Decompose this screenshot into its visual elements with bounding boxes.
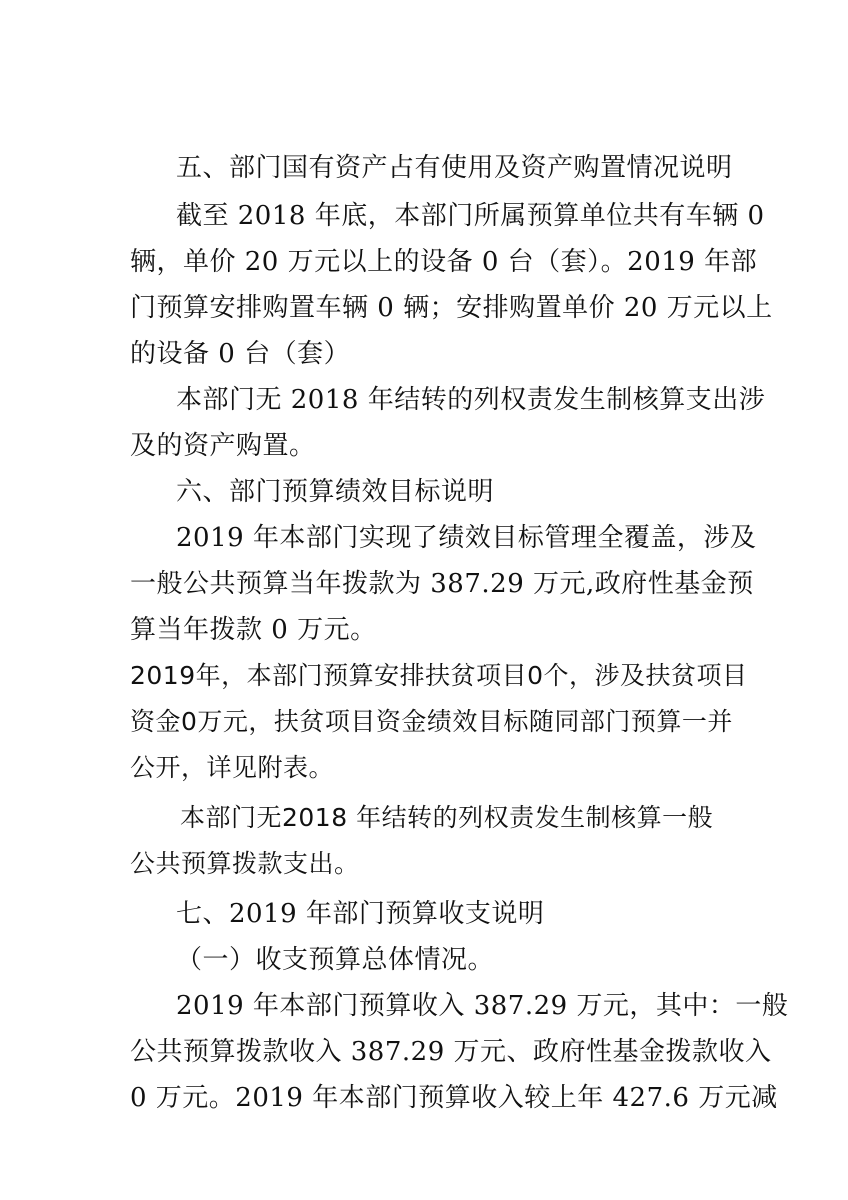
- paragraph-line: 本部门无2018 年结转的列权责发生制核算一般: [180, 803, 714, 832]
- paragraph-line: 辆，单价 20 万元以上的设备 0 台（套）。2019 年部: [130, 247, 758, 277]
- paragraph-line: 0 万元。2019 年本部门预算收入较上年 427.6 万元减: [130, 1083, 778, 1113]
- paragraph-line: 本部门无 2018 年结转的列权责发生制核算支出涉: [176, 385, 766, 415]
- paragraph-line: 算当年拨款 0 万元。: [130, 615, 377, 645]
- paragraph-line: 公共预算拨款支出。: [130, 849, 360, 878]
- paragraph-line: 截至 2018 年底，本部门所属预算单位共有车辆 0: [176, 201, 765, 231]
- paragraph-line: 2019年，本部门预算安排扶贫项目0个，涉及扶贫项目: [130, 661, 748, 690]
- section-heading-assets: 五、部门国有资产占有使用及资产购置情况说明: [176, 153, 733, 183]
- paragraph-line: 公共预算拨款收入 387.29 万元、政府性基金拨款收入: [130, 1037, 772, 1067]
- paragraph-line: 及的资产购置。: [130, 431, 316, 461]
- paragraph-line: 的设备 0 台（套）: [130, 339, 351, 369]
- paragraph-line: 2019 年本部门实现了绩效目标管理全覆盖，涉及: [176, 523, 757, 553]
- section-heading-budget: 七、2019 年部门预算收支说明: [176, 899, 545, 929]
- section-heading-performance: 六、部门预算绩效目标说明: [176, 477, 495, 507]
- paragraph-line: 门预算安排购置车辆 0 辆；安排购置单价 20 万元以上: [130, 293, 773, 323]
- paragraph-line: 2019 年本部门预算收入 387.29 万元，其中：一般: [176, 991, 789, 1021]
- paragraph-line: 资金0万元，扶贫项目资金绩效目标随同部门预算一并: [130, 707, 733, 736]
- paragraph-line: 一般公共预算当年拨款为 387.29 万元,政府性基金预: [130, 569, 754, 599]
- paragraph-line: 公开，详见附表。: [130, 753, 335, 782]
- subsection-heading: （一）收支预算总体情况。: [176, 945, 495, 975]
